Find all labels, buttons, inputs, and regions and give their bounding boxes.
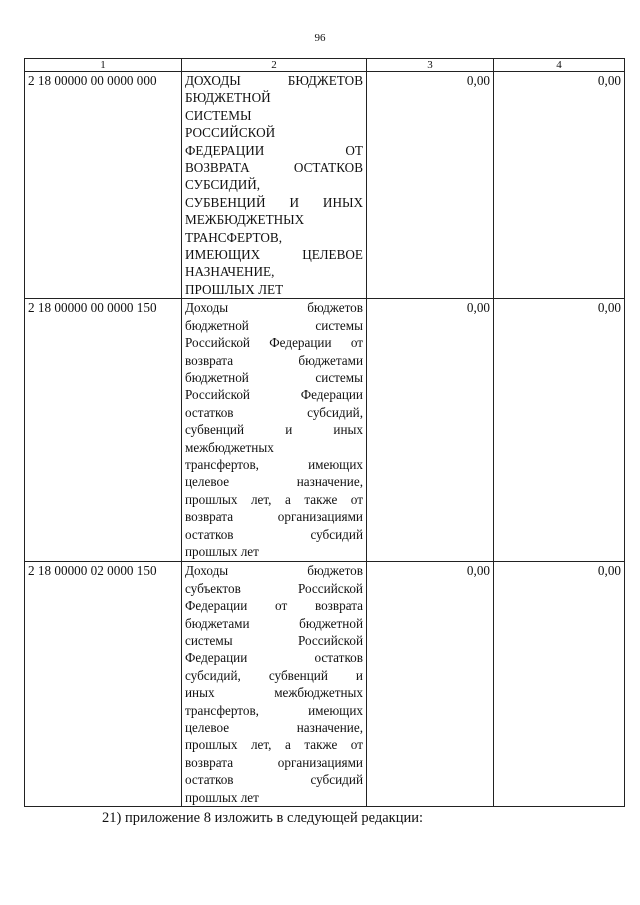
table-row xyxy=(25,72,625,299)
income-name-line: системы Российской xyxy=(185,632,363,648)
income-name-line: остатков субсидий xyxy=(185,772,363,788)
income-name-line: иных межбюджетных xyxy=(185,685,363,701)
column-header-4: 4 xyxy=(494,59,625,72)
income-name-line: остатков субсидий, xyxy=(185,404,363,420)
income-name-line: бюджетами бюджетной xyxy=(185,615,363,631)
income-name-line: СУБСИДИЙ, xyxy=(185,177,261,193)
income-name-line: целевое назначение, xyxy=(185,474,363,490)
income-name-line: Федерации остатков xyxy=(185,650,363,666)
income-name-line: межбюджетных xyxy=(185,439,274,455)
income-name-line: возврата организациями xyxy=(185,509,363,525)
income-name-cell xyxy=(182,72,367,299)
income-name-line: прошлых лет xyxy=(185,789,259,805)
income-name-line: ПРОШЛЫХ ЛЕТ xyxy=(185,281,284,297)
income-name-line: бюджетной системы xyxy=(185,369,363,385)
income-name-line: ФЕДЕРАЦИИ ОТ xyxy=(185,142,363,158)
income-name-line: возврата организациями xyxy=(185,754,363,770)
income-name-line: СУБВЕНЦИЙ И ИНЫХ xyxy=(185,194,363,210)
column-header-2: 2 xyxy=(182,59,367,72)
income-name-line: БЮДЖЕТНОЙ xyxy=(185,90,271,106)
income-name-line: ТРАНСФЕРТОВ, xyxy=(185,229,283,245)
amount-col4-cell: 0,00 xyxy=(494,72,625,299)
income-name-cell xyxy=(182,299,367,562)
income-name-line: прошлых лет, а также от xyxy=(185,491,363,507)
income-name-line: прошлых лет, а также от xyxy=(185,737,363,753)
income-name-line: Российской Федерации xyxy=(185,387,363,403)
amount-col4-cell: 0,00 xyxy=(494,299,625,562)
income-name-line: прошлых лет xyxy=(185,543,259,559)
income-name-line: остатков субсидий xyxy=(185,526,363,542)
income-name-line: ВОЗВРАТА ОСТАТКОВ xyxy=(185,160,363,176)
budget-code-cell: 2 18 00000 00 0000 000 xyxy=(25,72,182,299)
income-name-line: Российской Федерации от xyxy=(185,335,363,351)
income-name-line: трансфертов, имеющих xyxy=(185,702,363,718)
column-header-3: 3 xyxy=(367,59,494,72)
income-name-line: субсидий, субвенций и xyxy=(185,667,363,683)
income-name-line: трансфертов, имеющих xyxy=(185,456,363,472)
income-name-line: целевое назначение, xyxy=(185,719,363,735)
income-name-line: РОССИЙСКОЙ xyxy=(185,125,276,141)
table-row xyxy=(25,562,625,807)
income-name-cell xyxy=(182,562,367,807)
page-number: 96 xyxy=(314,32,326,44)
income-name-line: бюджетной системы xyxy=(185,317,363,333)
table-header-row xyxy=(25,59,625,72)
income-name-line: Доходы бюджетов xyxy=(185,300,363,316)
footer-instruction: 21) приложение 8 изложить в следующей редакции: xyxy=(102,810,424,826)
column-header-1: 1 xyxy=(25,59,182,72)
amount-col3-cell: 0,00 xyxy=(367,299,494,562)
income-name-line: возврата бюджетами xyxy=(185,352,363,368)
income-name-line: ДОХОДЫ БЮДЖЕТОВ xyxy=(185,73,363,88)
income-name-line: НАЗНАЧЕНИЕ, xyxy=(185,264,275,280)
income-name-line: субвенций и иных xyxy=(185,422,363,438)
table-row xyxy=(25,299,625,562)
budget-code-cell: 2 18 00000 00 0000 150 xyxy=(25,299,182,562)
budget-code-cell: 2 18 00000 02 0000 150 xyxy=(25,562,182,807)
income-name-line: ИМЕЮЩИХ ЦЕЛЕВОЕ xyxy=(185,247,363,263)
income-name-line: СИСТЕМЫ xyxy=(185,107,252,123)
budget-table xyxy=(24,58,625,807)
income-name-line: Федерации от возврата xyxy=(185,598,363,614)
income-name-line: Доходы бюджетов xyxy=(185,563,363,579)
income-name-line: субъектов Российской xyxy=(185,580,363,596)
amount-col4-cell: 0,00 xyxy=(494,562,625,807)
amount-col3-cell: 0,00 xyxy=(367,562,494,807)
income-name-line: МЕЖБЮДЖЕТНЫХ xyxy=(185,212,305,228)
amount-col3-cell: 0,00 xyxy=(367,72,494,299)
